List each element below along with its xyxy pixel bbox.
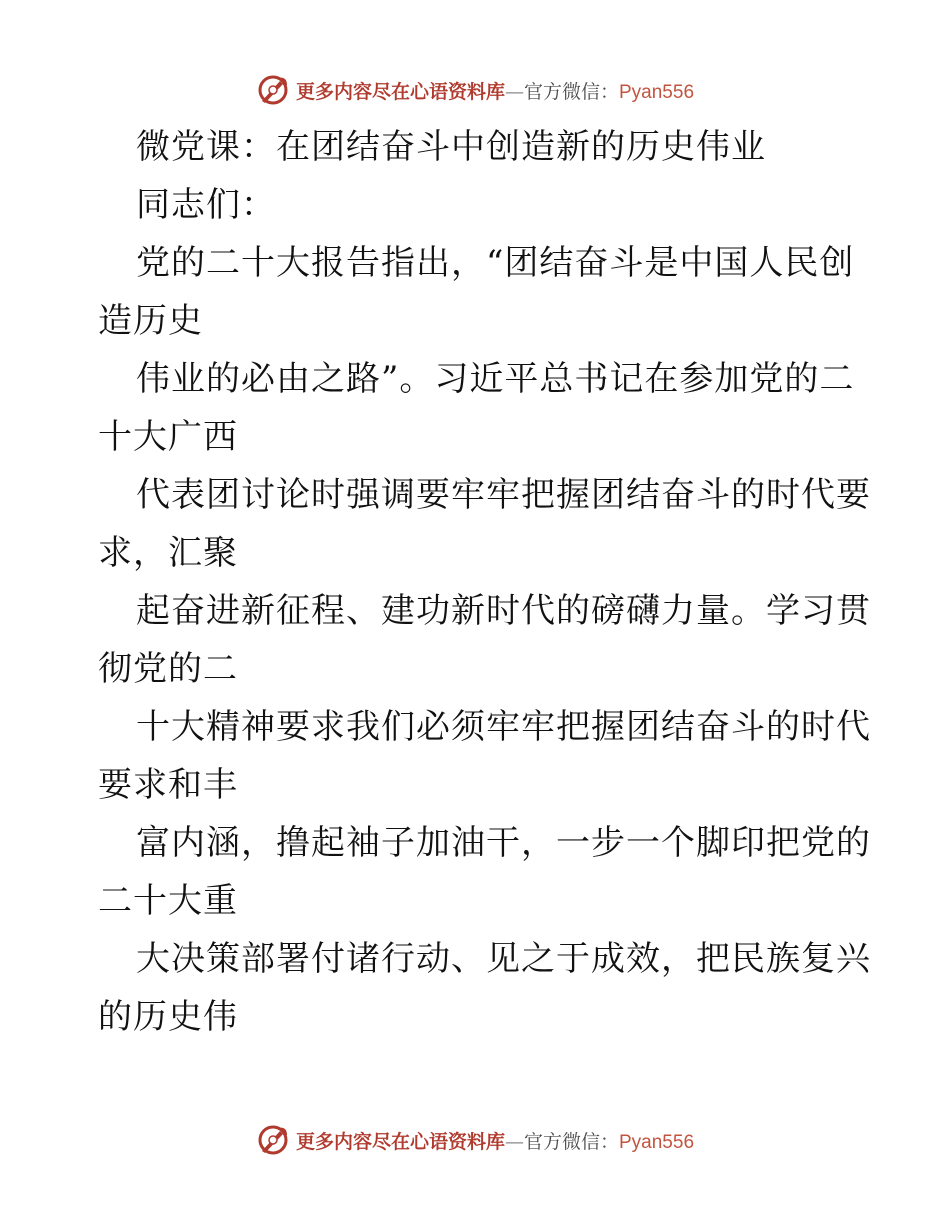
- paragraph-line: 造历史: [98, 301, 203, 341]
- document-body: [98, 118, 871, 1046]
- paragraph-line: 代表团讨论时强调要牢牢把握团结奋斗的时代要: [136, 475, 871, 515]
- paragraph-line: 大决策部署付诸行动、见之于成效，把民族复兴: [136, 939, 871, 979]
- footer-banner: [0, 1120, 950, 1160]
- footer-dash: —: [504, 1130, 524, 1153]
- footer-site-name: 更多内容尽在心语资料库: [295, 1130, 505, 1153]
- footer-wechat-label: 官方微信：: [523, 1130, 619, 1153]
- paragraph-line: 党的二十大报告指出，“团结奋斗是中国人民创: [136, 243, 855, 283]
- header-site-name: 更多内容尽在心语资料库: [295, 80, 505, 103]
- quill-logo-icon: [256, 73, 290, 107]
- header-banner-text: [296, 77, 694, 104]
- paragraph-line: 彻党的二: [98, 649, 238, 689]
- paragraph-line: 的历史伟: [98, 997, 238, 1037]
- paragraph-line: 要求和丰: [98, 765, 238, 805]
- document-greeting: 同志们：: [136, 185, 276, 225]
- footer-banner-text: [296, 1127, 694, 1154]
- header-dash: —: [504, 80, 524, 103]
- quill-logo-icon: [256, 1123, 290, 1157]
- paragraph-line: 伟业的必由之路”。习近平总书记在参加党的二: [136, 359, 855, 399]
- paragraph-line: 起奋进新征程、建功新时代的磅礴力量。学习贯: [136, 591, 871, 631]
- paragraph-line: 十大精神要求我们必须牢牢把握团结奋斗的时代: [136, 707, 871, 747]
- header-banner: [0, 70, 950, 110]
- paragraph-line: 求，汇聚: [98, 533, 238, 573]
- header-wechat-id: Pyan556: [619, 81, 695, 103]
- paragraph-line: 二十大重: [98, 881, 238, 921]
- header-wechat-label: 官方微信：: [523, 80, 619, 103]
- paragraph-lines: [98, 234, 871, 1046]
- paragraph-line: 富内涵，撸起袖子加油干，一步一个脚印把党的: [136, 823, 871, 863]
- paragraph-line: 十大广西: [98, 417, 238, 457]
- footer-wechat-id: Pyan556: [619, 1131, 695, 1153]
- document-title: 微党课：在团结奋斗中创造新的历史伟业: [136, 127, 766, 167]
